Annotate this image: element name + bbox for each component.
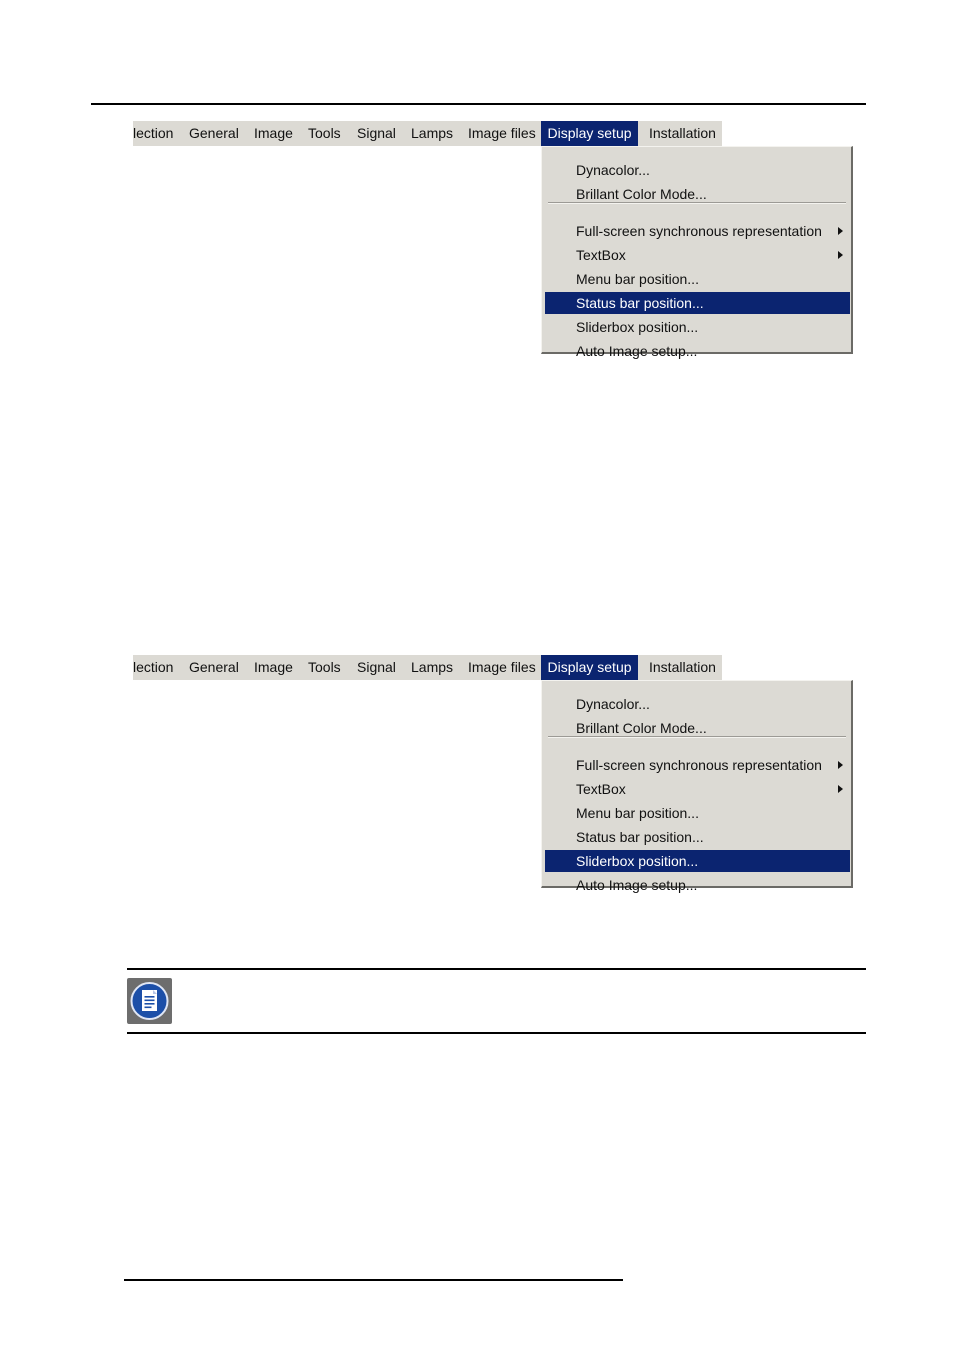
menu-item-auto-image-setup[interactable]: [545, 874, 850, 896]
menu-image-files[interactable]: Image files: [468, 659, 536, 675]
menu-display-setup[interactable]: Display setup: [541, 655, 638, 680]
menu-tools[interactable]: Tools: [308, 125, 341, 141]
menu-item-status-bar-position[interactable]: [545, 292, 850, 314]
footer-rule: [124, 1279, 623, 1281]
menu-item-label: Auto Image setup...: [576, 343, 698, 359]
submenu-arrow-icon: [838, 251, 843, 259]
menu-item-textbox[interactable]: [545, 244, 850, 266]
menu-separator: [548, 202, 846, 204]
menu-signal[interactable]: Signal: [357, 125, 396, 141]
note-bottom-rule: [127, 1032, 866, 1034]
menu-lection[interactable]: lection: [133, 659, 174, 675]
menu-installation[interactable]: Installation: [649, 125, 716, 141]
menu-item-dynacolor[interactable]: [545, 693, 850, 715]
display-setup-dropdown: [541, 680, 853, 893]
menu-item-label: Full-screen synchronous representation: [576, 223, 822, 239]
menu-item-menu-bar-position[interactable]: [545, 802, 850, 824]
menu-item-auto-image-setup[interactable]: [545, 340, 850, 362]
menu-item-textbox[interactable]: [545, 778, 850, 800]
menu-image-files[interactable]: Image files: [468, 125, 536, 141]
menu-installation[interactable]: Installation: [649, 659, 716, 675]
menu-item-label: TextBox: [576, 247, 626, 263]
submenu-arrow-icon: [838, 785, 843, 793]
menu-item-label: Auto Image setup...: [576, 877, 698, 893]
menu-signal[interactable]: Signal: [357, 659, 396, 675]
menu-item-label: Dynacolor...: [576, 696, 650, 712]
menu-item-label: Status bar position...: [576, 829, 704, 845]
menu-bar: [133, 121, 722, 146]
menu-item-label: Sliderbox position...: [576, 853, 699, 869]
screenshot-status-bar-position: [133, 121, 855, 357]
menu-item-label: Sliderbox position...: [576, 319, 699, 335]
menu-general[interactable]: General: [189, 125, 239, 141]
menu-lection[interactable]: lection: [133, 125, 174, 141]
note-top-rule: [127, 968, 866, 970]
menu-item-label: Dynacolor...: [576, 162, 650, 178]
menu-tools[interactable]: Tools: [308, 659, 341, 675]
menu-display-setup[interactable]: Display setup: [541, 121, 638, 146]
menu-bar: [133, 655, 722, 680]
menu-item-menu-bar-position[interactable]: [545, 268, 850, 290]
menu-item-full-screen-synchronous-representation[interactable]: [545, 754, 850, 776]
menu-item-status-bar-position[interactable]: [545, 826, 850, 848]
menu-item-label: Menu bar position...: [576, 271, 699, 287]
menu-item-sliderbox-position[interactable]: [545, 850, 850, 872]
menu-lamps[interactable]: Lamps: [411, 125, 454, 141]
menu-item-label: TextBox: [576, 781, 626, 797]
menu-general[interactable]: General: [189, 659, 239, 675]
menu-item-label: Brillant Color Mode...: [576, 720, 707, 736]
menu-lamps[interactable]: Lamps: [411, 659, 454, 675]
menu-item-label: Full-screen synchronous representation: [576, 757, 822, 773]
menu-item-dynacolor[interactable]: [545, 159, 850, 181]
menu-item-sliderbox-position[interactable]: [545, 316, 850, 338]
menu-item-full-screen-synchronous-representation[interactable]: [545, 220, 850, 242]
menu-item-label: Brillant Color Mode...: [576, 186, 707, 202]
display-setup-dropdown: [541, 146, 853, 359]
menu-separator: [548, 736, 846, 738]
menu-item-label: Status bar position...: [576, 295, 704, 311]
note-document-icon: [127, 978, 172, 1024]
menu-image[interactable]: Image: [254, 125, 293, 141]
top-rule: [91, 103, 866, 105]
menu-item-label: Menu bar position...: [576, 805, 699, 821]
submenu-arrow-icon: [838, 227, 843, 235]
screenshot-sliderbox-position: [133, 655, 855, 891]
menu-image[interactable]: Image: [254, 659, 293, 675]
submenu-arrow-icon: [838, 761, 843, 769]
